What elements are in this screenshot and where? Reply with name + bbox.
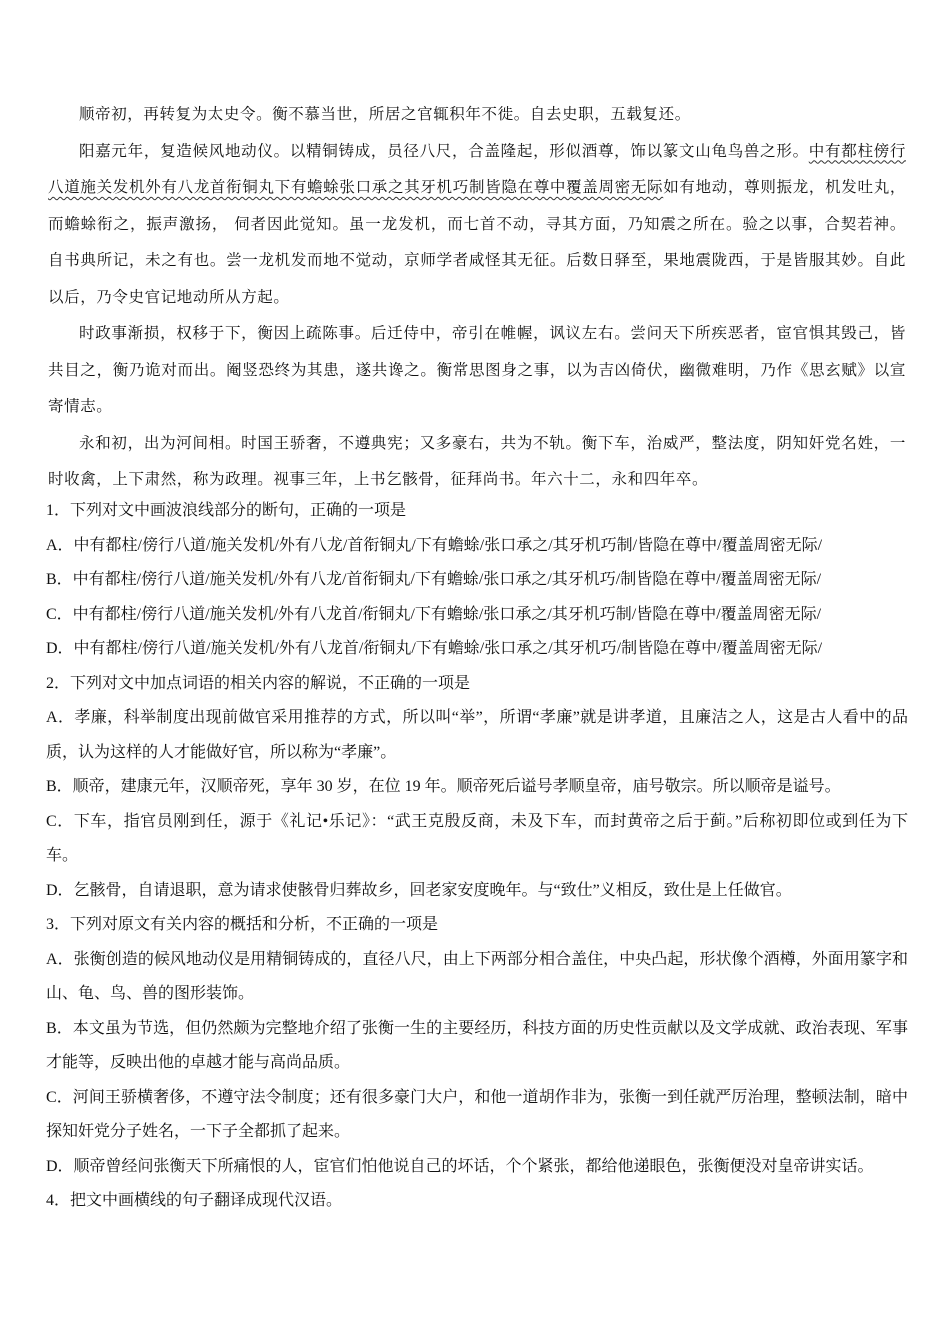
question-1-option-b: B．中有都柱/傍行八道/施关发机/外有八龙/首衔铜丸/下有蟾蜍/张口承之/其牙机巧/制皆隐在尊中/覆盖周密无际/	[46, 571, 822, 588]
question-3-option-c: C．河间王骄横奢侈，不遵守法令制度；还有很多豪门大户，和他一道胡作非为，张衡一到任就严厉治理，整顿法制，暗中探知奸党分子姓名，一下子全都抓了起来。	[46, 1088, 908, 1140]
question-2-option-b: B．顺帝，建康元年，汉顺帝死，享年 30 岁，在位 19 年。顺帝死后谥号孝顺皇帝，庙号敬宗。所以顺帝是谥号。	[46, 778, 841, 795]
question-3-stem: 3．下列对原文有关内容的概括和分析，不正确的一项是	[46, 916, 439, 933]
question-3-option-b: B．本文虽为节选，但仍然颇为完整地介绍了张衡一生的主要经历，科技方面的历史性贡献以及文学成就、政治表现、军事才能等，反映出他的卓越才能与高尚品质。	[46, 1019, 908, 1071]
question-3-option-a: A．张衡创造的候风地动仪是用精铜铸成的，直径八尺，由上下两部分相合盖住，中央凸起，形状像个酒樽，外面用篆字和山、龟、鸟、兽的图形装饰。	[46, 950, 908, 1002]
question-list	[46, 494, 908, 1219]
question-1-option-d: D．中有都柱/傍行八道/施关发机/外有八龙首/衔铜丸/下有蟾蜍/张口承之/其牙机巧/制皆隐在尊中/覆盖周密无际/	[46, 640, 823, 657]
question-1-stem: 1．下列对文中画波浪线部分的断句，正确的一项是	[46, 502, 407, 519]
question-2-stem: 2．下列对文中加点词语的相关内容的解说，不正确的一项是	[46, 674, 471, 692]
passage-paragraph-3: 时政事渐损，权移于下，衡因上疏陈事。后迁侍中，帝引在帷幄，讽议左右。尝问天下所疾恶者，宦官惧其毁己，皆共目之，衡乃诡对而出。阉竖恐终为其患，遂共谗之。衡常思图身之事，以为吉凶倚伏，幽微难明，乃作《思玄赋》以宣寄情志。	[48, 324, 906, 415]
passage-paragraph-2	[48, 133, 906, 316]
classical-passage	[48, 96, 906, 498]
question-1-option-c: C．中有都柱/傍行八道/施关发机/外有八龙首/衔铜丸/下有蟾蜍/张口承之/其牙机巧制/皆隐在尊中/覆盖周密无际/	[46, 605, 822, 623]
passage-text: 如有地动，尊则振龙，机发吐丸，而蟾蜍衔之，振声激扬， 伺者因此觉知。虽一龙发机，而七首不动，寻其方面，乃知震之所在。验之以事，合契若神。自书典所记，未之有也。尝一龙机发而地不觉动，京师学者咸怪其无征。后数日驿至，果地震陇西，于是皆服其妙。自此以后，乃令史官记地动所从方起。	[48, 178, 906, 306]
question-1-option-a: A．中有都柱/傍行八道/施关发机/外有八龙/首衔铜丸/下有蟾蜍/张口承之/其牙机巧制/皆隐在尊中/覆盖周密无际/	[46, 536, 823, 554]
question-3-option-d: D．顺帝曾经问张衡天下所痛恨的人，宦官们怕他说自己的坏话，个个紧张，都给他递眼色，张衡便没对皇帝讲实话。	[46, 1157, 874, 1175]
question-2-option-d: D．乞骸骨，自请退职，意为请求使骸骨归葬故乡，回老家安度晚年。与“致仕”义相反，致仕是上任做官。	[46, 881, 792, 899]
question-2-option-c: C．下车，指官员刚到任，源于《礼记•乐记》：“武王克殷反商，未及下车，而封黄帝之后于蓟。”后称初即位或到任为下车。	[46, 812, 908, 864]
passage-paragraph-4: 永和初，出为河间相。时国王骄奢，不遵典宪；又多豪右，共为不轨。衡下车，治威严，整法度，阴知奸党名姓，一时收禽，上下肃然，称为政理。视事三年，上书乞骸骨，征拜尚书。年六十二，永和四年卒。	[48, 433, 906, 488]
passage-paragraph-1: 顺帝初，再转复为太史令。衡不慕当世，所居之官辄积年不徙。自去史职，五载复还。	[79, 105, 691, 123]
question-2-option-a: A．孝廉，科举制度出现前做官采用推荐的方式，所以叫“举”，所谓“孝廉”就是讲孝道，且廉洁之人，这是古人看中的品质，认为这样的人才能做好官，所以称为“孝廉”。	[46, 709, 908, 761]
question-4-stem: 4．把文中画横线的句子翻译成现代汉语。	[46, 1192, 343, 1209]
passage-text: 阳嘉元年，复造候风地动仪。以精铜铸成，员径八尺，合盖隆起，形似酒尊，饰以篆文山龟鸟兽之形。	[79, 141, 809, 160]
wavy-underlined-text: 中有都柱傍行八道施关发机外有八龙首衔铜丸下有蟾蜍张口承之其牙机巧制皆隐在尊中覆盖周密无际	[48, 141, 906, 196]
